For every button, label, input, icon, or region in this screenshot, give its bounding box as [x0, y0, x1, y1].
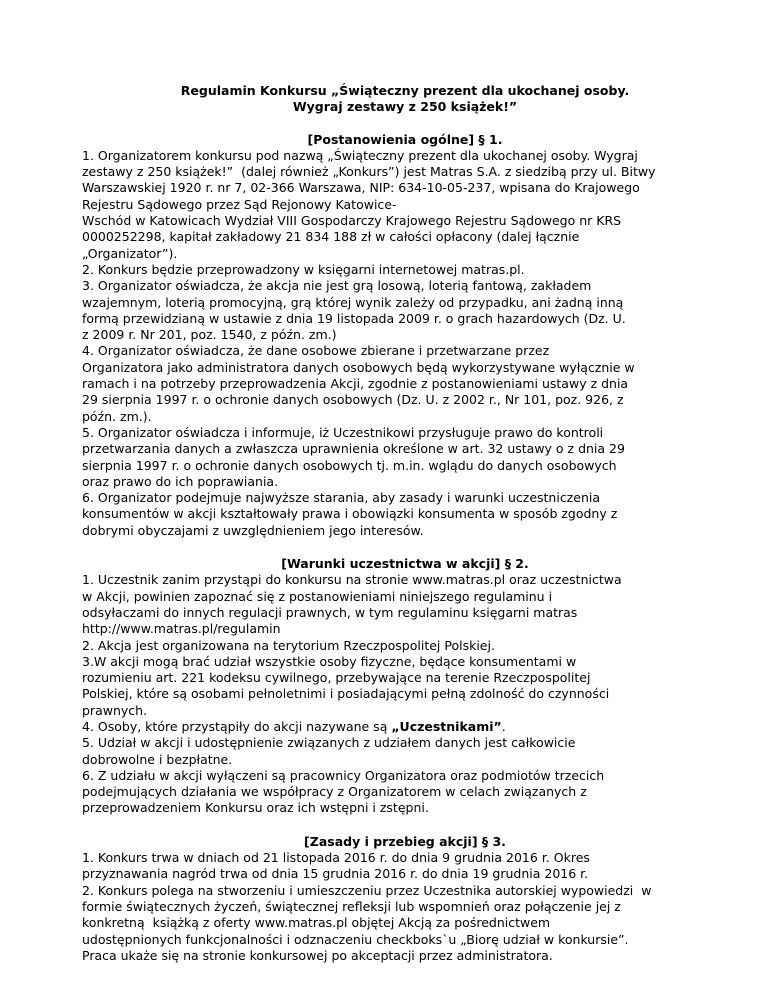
text-line: 29 sierpnia 1997 r. o ochronie danych osobowych (Dz. U. z 2002 r., Nr 101, poz. 926, z: [82, 392, 624, 408]
text-line: 2. Akcja jest organizowana na terytorium Rzeczpospolitej Polskiej.: [82, 637, 495, 653]
text-line: udostępnionych funkcjonalności i odznaczeniu checkboks`u „Biorę udział w konkursie”.: [82, 931, 629, 947]
text-line: zestawy z 250 książek!” (dalej również „Konkurs”) jest Matras S.A. z siedzibą przy ul. Bitwy: [82, 164, 656, 180]
text-line: 0000252298, kapitał zakładowy 21 834 188 zł w całości opłacony (dalej łącznie: [82, 229, 580, 245]
text-line: podejmujących działania we współpracy z Organizatorem w celach związanych z: [82, 784, 587, 800]
text-line: z 2009 r. Nr 201, poz. 1540, z późn. zm.): [82, 327, 337, 343]
text-line: odsyłaczami do innych regulacji prawnych, w tym regulaminu księgarni matras: [82, 604, 578, 620]
text-line: prawnych.: [82, 702, 148, 718]
text-line: 6. Organizator podejmuje najwyższe starania, aby zasady i warunki uczestniczenia: [82, 490, 600, 506]
text-line: przetwarzania danych a zwłaszcza uprawnienia określone w art. 32 ustawy o z dnia 29: [82, 441, 625, 457]
text-line: 3.W akcji mogą brać udział wszystkie osoby fizyczne, będące konsumentami w: [82, 653, 577, 669]
participants-term: „Uczestnikami”: [391, 718, 502, 734]
text-line: dobrowolne i bezpłatne.: [82, 751, 233, 767]
text-line: dobrymi obyczajami z uwzględnieniem jego interesów.: [82, 522, 424, 538]
text-line: późn. zm.).: [82, 408, 152, 424]
text-line: „Organizator”).: [82, 245, 178, 261]
text-line: przyznawania nagród trwa od dnia 15 grudnia 2016 r. do dnia 19 grudnia 2016 r.: [82, 866, 589, 882]
text-line: Warszawskiej 1920 r. nr 7, 02-366 Warszawa, NIP: 634-10-05-237, wpisana do Krajowego: [82, 180, 640, 196]
text-line: formą przewidzianą w ustawie z dnia 19 listopada 2009 r. o grach hazardowych (Dz. U.: [82, 310, 626, 326]
text-line: przeprowadzeniem Konkursu oraz ich wstępni i zstępni.: [82, 800, 429, 816]
section-contest-rules: [82, 834, 728, 964]
text-line: ramach i na potrzeby przeprowadzenia Akcji, zgodnie z postanowieniami ustawy z dnia: [82, 376, 629, 392]
text-line: 5. Organizator oświadcza i informuje, iż Uczestnikowi przysługuje prawo do kontroli: [82, 424, 604, 440]
text-line: [82, 719, 728, 735]
text-line: 1. Konkurs trwa w dniach od 21 listopada 2016 r. do dnia 9 grudnia 2016 r. Okres: [82, 850, 590, 866]
text-line: rozumieniu art. 221 kodeksu cywilnego, przebywające na terenie Rzeczpospolitej: [82, 670, 591, 686]
text-line: 6. Z udziału w akcji wyłączeni są pracownicy Organizatora oraz podmiotów trzecich: [82, 767, 605, 783]
document-title: [82, 83, 728, 116]
text-line: 4. Organizator oświadcza, że dane osobowe zbierane i przetwarzane przez: [82, 343, 550, 359]
title-line: Regulamin Konkursu „Świąteczny prezent dla ukochanej osoby.: [180, 83, 630, 98]
section-heading: [Warunki uczestnictwa w akcji] § 2.: [281, 556, 529, 572]
text-line: Polskiej, które są osobami pełnoletnimi i posiadającymi pełną zdolność do czynności: [82, 686, 610, 702]
text-line: Rejestru Sądowego przez Sąd Rejonowy Katowice-: [82, 196, 397, 212]
text-line: Wschód w Katowicach Wydział VIII Gospodarczy Krajowego Rejestru Sądowego nr KRS: [82, 213, 622, 229]
section-heading: [Postanowienia ogólne] § 1.: [307, 131, 503, 147]
text-line: konkretną książką z oferty www.matras.pl objętej Akcją za pośrednictwem: [82, 915, 551, 931]
text-line: konsumentów w akcji kształtowały prawa i obowiązki konsumenta w sposób zgodny z: [82, 506, 618, 522]
section-participation-conditions: [82, 556, 728, 817]
text-line: Praca ukaże się na stronie konkursowej po akceptacji przez administratora.: [82, 947, 553, 963]
text-line: Organizatora jako administratora danych osobowych będą wykorzystywane wyłącznie w: [82, 359, 635, 375]
text-line: wzajemnym, loterią promocyjną, grą której wynik zależy od przypadku, ani żadną inną: [82, 294, 624, 310]
text-line: 5. Udział w akcji i udostępnienie związanych z udziałem danych jest całkowicie: [82, 735, 576, 751]
title-line: Wygraj zestawy z 250 książek!”: [292, 99, 518, 115]
text-line: 2. Konkurs będzie przeprowadzony w księgarni internetowej matras.pl.: [82, 261, 525, 277]
text-line: 3. Organizator oświadcza, że akcja nie jest grą losową, loterią fantową, zakładem: [82, 278, 592, 294]
text-line: oraz prawo do ich poprawiania.: [82, 473, 279, 489]
section-heading: [Zasady i przebieg akcji] § 3.: [304, 833, 506, 849]
text-line: w Akcji, powinien zapoznać się z postanowieniami niniejszego regulaminu i: [82, 588, 553, 604]
text-line: http://www.matras.pl/regulamin: [82, 621, 281, 637]
text-line: 1. Organizatorem konkursu pod nazwą „Świąteczny prezent dla ukochanej osoby. Wygraj: [82, 147, 638, 163]
text-line: sierpnia 1997 r. o ochronie danych osobowych tj. m.in. wglądu do danych osobowych: [82, 457, 617, 473]
text-line: 2. Konkurs polega na stworzeniu i umieszczeniu przez Uczestnika autorskiej wypowiedzi w: [82, 882, 652, 898]
text-fragment: .: [501, 718, 506, 734]
text-line: formie świątecznych życzeń, świątecznej refleksji lub wspomnień oraz połączenie jej z: [82, 898, 621, 914]
text-line: 1. Uczestnik zanim przystąpi do konkursu na stronie www.matras.pl oraz uczestnictwa: [82, 572, 622, 588]
text-fragment: 4. Osoby, które przystąpiły do akcji nazywane są: [82, 718, 392, 734]
section-general-provisions: [82, 132, 728, 539]
